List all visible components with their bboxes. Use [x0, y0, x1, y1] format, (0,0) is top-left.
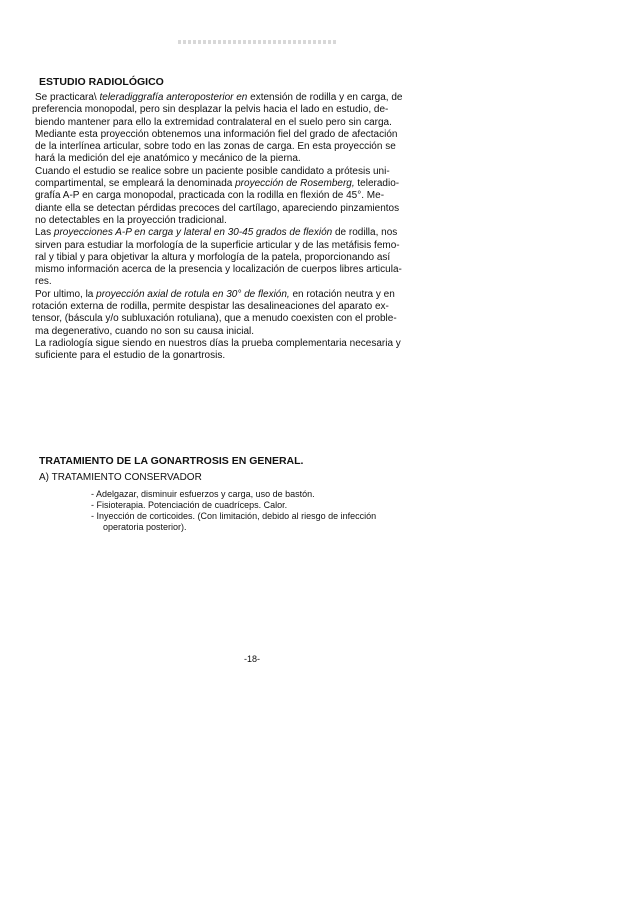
paragraph-line: [35, 227, 445, 239]
text-run: compartimental, se empleará la denominada: [35, 178, 236, 190]
paragraph-line: [35, 350, 445, 362]
text-run: hará la medición del eje anatómico y mecánico de la pierna.: [35, 153, 301, 165]
paragraph-line: [35, 117, 445, 129]
text-run: Mediante esta proyección obtenemos una información fiel del grado de afectación: [35, 128, 398, 140]
text-run: no detectables en la proyección tradicional.: [35, 214, 227, 226]
text-run: mismo información acerca de la presencia y localización de cuerpos libres articula-: [35, 264, 402, 276]
paragraph-line: [35, 141, 445, 153]
paragraph-line: [35, 215, 445, 227]
paragraph-line: [35, 92, 445, 104]
paragraph-line: [35, 203, 445, 215]
paragraph-line: [35, 276, 445, 288]
text-run: Se practicara\: [35, 92, 100, 103]
treatment-list: [91, 489, 421, 533]
text-run: Las: [35, 227, 54, 239]
text-run: suficiente para el estudio de la gonartrosis.: [35, 350, 226, 362]
text-run: preferencia monopodal, pero sin desplazar la pelvis hacia el lado en estudio, de-: [32, 104, 389, 116]
italic-term: proyección axial de rotula en 30° de flexión,: [96, 288, 290, 300]
text-run: sirven para estudiar la morfología de la superficie articular y de las metáfisis femo-: [35, 239, 400, 251]
paragraph-line: [35, 338, 445, 350]
radiology-paragraph: [32, 92, 445, 363]
paragraph-line: [35, 289, 445, 301]
paragraph-line: [35, 326, 445, 338]
italic-term: teleradiggrafía anteroposterior en: [99, 92, 248, 103]
paragraph-line: [35, 252, 445, 264]
subsection-title-conservador: A) TRATAMIENTO CONSERVADOR: [39, 472, 202, 483]
text-run: La radiología sigue siendo en nuestros días la prueba complementaria necesaria y: [35, 337, 401, 349]
paragraph-line: [35, 264, 445, 276]
italic-term: proyección de Rosemberg,: [235, 178, 355, 190]
list-item: - Inyección de corticoides. (Con limitación, debido al riesgo de infección: [91, 511, 377, 521]
text-run: Por ultimo, la: [35, 288, 97, 300]
page-number: -18-: [244, 654, 261, 664]
text-run: ma degenerativo, cuando no son su causa inicial.: [35, 325, 255, 337]
text-run: en rotación neutra y en: [289, 288, 395, 300]
text-run: teleradio-: [354, 178, 400, 190]
paragraph-line: [35, 240, 445, 252]
section-title-estudio-radiologico: ESTUDIO RADIOLÓGICO: [39, 76, 164, 88]
text-run: extensión de rodilla y en carga, de: [247, 92, 403, 103]
paragraph-line: [32, 313, 445, 325]
text-run: diante ella se detectan pérdidas precoces del cartílago, apareciendo pinzamientos: [35, 202, 400, 214]
text-run: Cuando el estudio se realice sobre un paciente posible candidato a prótesis uni-: [35, 165, 390, 177]
paragraph-line: [35, 153, 445, 165]
list-item: - Fisioterapia. Potenciación de cuadríceps. Calor.: [91, 500, 288, 510]
text-run: grafía A-P en carga monopodal, practicada con la rodilla en flexión de 45°. Me-: [35, 190, 385, 202]
list-item: - Adelgazar, disminuir esfuerzos y carga, uso de bastón.: [91, 489, 315, 499]
paragraph-line: [35, 190, 445, 202]
text-run: rotación externa de rodilla, permite despistar las desalineaciones del aparato ex-: [32, 301, 389, 313]
paragraph-line: [32, 301, 445, 313]
text-run: biendo mantener para ello la extremidad contralateral en el suelo pero sin carga.: [35, 116, 392, 128]
text-run: de la interlínea articular, sobre todo en las zonas de carga. En esta proyección se: [35, 141, 396, 153]
text-run: tensor, (báscula y/o subluxación rotuliana), que a menudo coexisten con el proble-: [32, 313, 397, 325]
text-run: res.: [35, 276, 52, 288]
paragraph-line: [35, 166, 445, 178]
text-run: ral y tibial y para objetivar la altura y morfología de la patela, proporcionando así: [35, 251, 391, 263]
list-item-continuation: operatoria posterior).: [103, 522, 187, 532]
section-title-tratamiento: TRATAMIENTO DE LA GONARTROSIS EN GENERAL.: [39, 455, 304, 467]
text-run: de rodilla, nos: [332, 227, 398, 239]
running-header: [178, 40, 338, 44]
italic-term: proyecciones A-P en carga y lateral en 30-45 grados de flexión: [53, 227, 333, 239]
paragraph-line: [35, 129, 445, 141]
paragraph-line: [32, 104, 445, 116]
paragraph-line: [35, 178, 445, 190]
